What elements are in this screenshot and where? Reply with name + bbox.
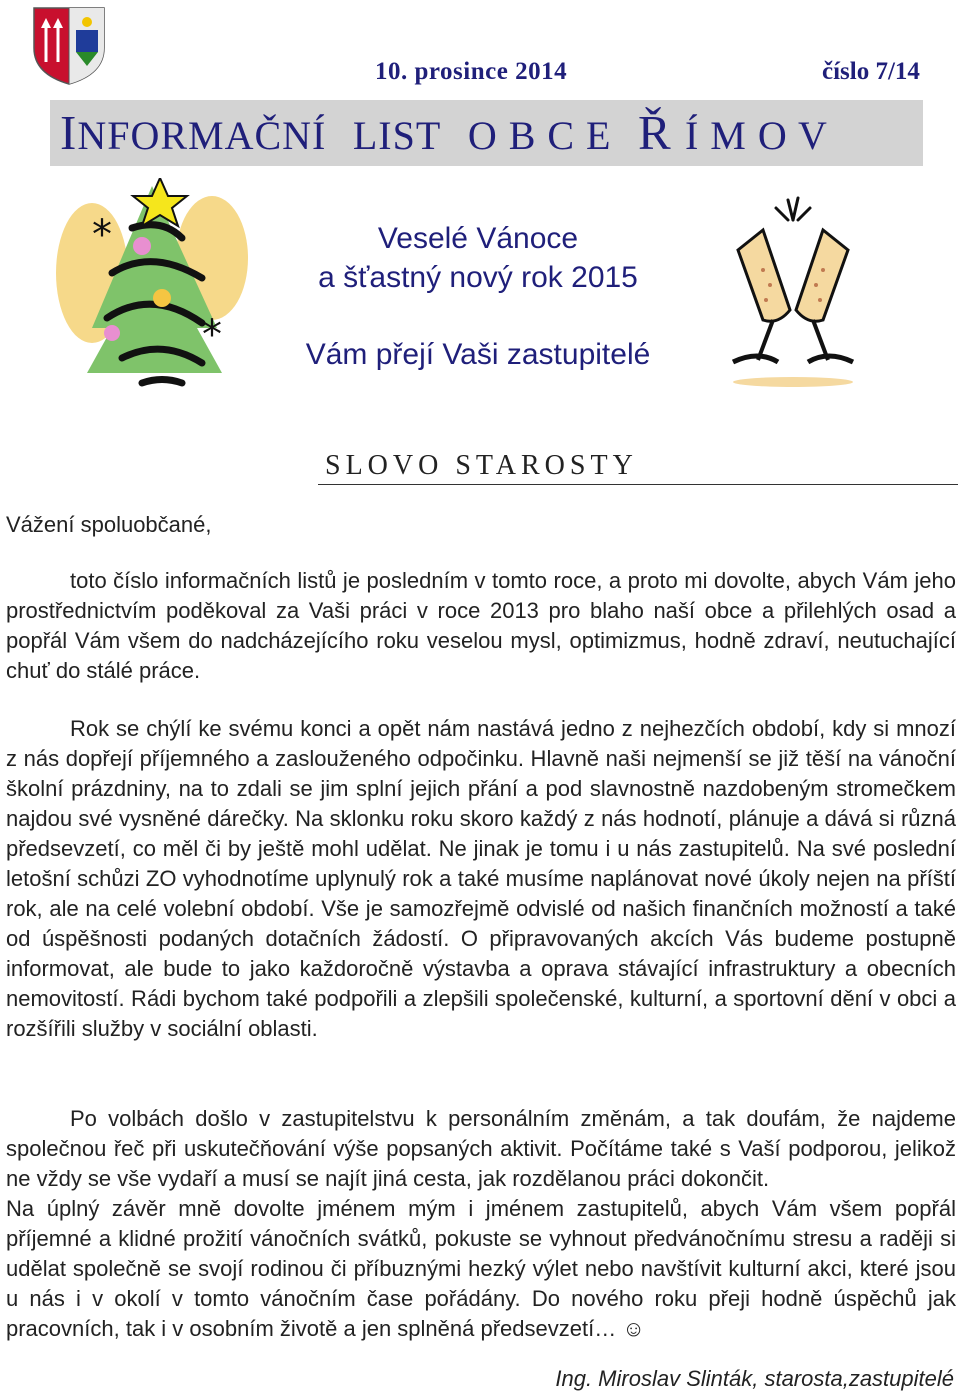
title-word-4: Í M O V xyxy=(684,113,828,158)
title-word-3: O B C E xyxy=(467,113,612,158)
title-word-2: LIST xyxy=(352,113,442,158)
christmas-tree-icon xyxy=(52,178,257,388)
title-initial: I xyxy=(60,105,78,160)
svg-text:*: * xyxy=(202,312,222,358)
champagne-glasses-icon xyxy=(718,190,868,390)
greeting-line-3: Vám přejí Vaši zastupitelé xyxy=(305,338,651,371)
greeting-line-2: a šťastný nový rok 2015 xyxy=(318,261,638,294)
title-word-1: NFORMAČNÍ xyxy=(77,113,327,158)
paragraph-1: toto číslo informačních listů je posledním v tomto roce, a proto mi dovolte, abych Vám jeho prostřednictvím poděkoval za Vaši práci v roce 2013 pro blaho naší obce a přilehlých osad a popřál Vám všem do nadcházejícího roku veselou mysl, optimizmus, hodně zdraví, neutuchající chuť do stálé práce. xyxy=(6,568,956,683)
paragraph-2: Rok se chýlí ke svému konci a opět nám nastává jedno z nejhezčích období, kdy si mnozí z nás dopřejí příjemného a zaslouženého odpočinku. Hlavně naši nejmenší se již těší na vánoční školní prázdniny, na to zdali se jim splní jejich přání a pod slavnostně nazdobeným stromečkem najdou své vysněné dárečky. Na sklonku roku skoro každý z nás hodnotí, plánuje a dává si různá předsevzetí, co měl či by ještě mohl udělat. Ne jinak je tomu i u nás zastupitelů. Na své poslední letošní schůzi ZO vyhodnotíme uplynulý rok a také musíme naplánovat nové úkoly nejen na příští rok, ale na celé volební období. Vše je samozřejmě odvislé od našich finančních možností a také od úspěšnosti podaných dotačních žádostí. O připravovaných akcích Vás budeme postupně informovat, ale bude to jako každoročně výstavba a oprava stávající infrastruktury a obecních nemovitostí. Rádi bychom také podpořili a zlepšili společenské, kulturní, a sportovní dění v obci a rozšířili služby v sociální oblasti. xyxy=(6,716,956,1041)
section-divider xyxy=(318,484,958,485)
paragraph-3: Po volbách došlo v zastupitelstvu k personálním změnám, a tak doufám, že najdeme společnou řeč při uskutečňování výše popsaných aktivit. Počítáme také s Vaší podporou, jelikož ne vždy se vše vydaří a musí se najít jiná cesta, jak rozdělanou práci dokončit. xyxy=(6,1106,956,1191)
title-initial-2: Ř xyxy=(638,105,672,160)
greeting-line-1: Veselé Vánoce xyxy=(377,222,579,255)
signature: Ing. Miroslav Slinták, starosta,zastupitelé xyxy=(555,1366,954,1391)
svg-text:*: * xyxy=(92,212,112,258)
newsletter-title xyxy=(60,104,828,161)
paragraph-4: Na úplný závěr mně dovolte jménem mým i jménem zastupitelů, abych Vám všem popřál příjemné a klidné prožití vánočních svátků, pokuste se vyhnout předvánočnímu stresu a raději si udělat společně se svojí rodinou či příbuznými hezký výlet nebo navštívit kulturní akci, které jsou u nás i v okolí v tomto vánočním čase pořádány. Do nového roku přeji hodně úspěchů jak pracovních, tak i v osobním životě a jen splněná předsevzetí… ☺ xyxy=(6,1196,956,1341)
issue-number: číslo 7/14 xyxy=(822,58,920,85)
coat-of-arms-icon xyxy=(30,4,108,86)
salutation: Vážení spoluobčané, xyxy=(6,512,212,537)
issue-date: 10. prosince 2014 xyxy=(375,58,568,85)
section-heading: SLOVO STAROSTY xyxy=(325,450,638,481)
